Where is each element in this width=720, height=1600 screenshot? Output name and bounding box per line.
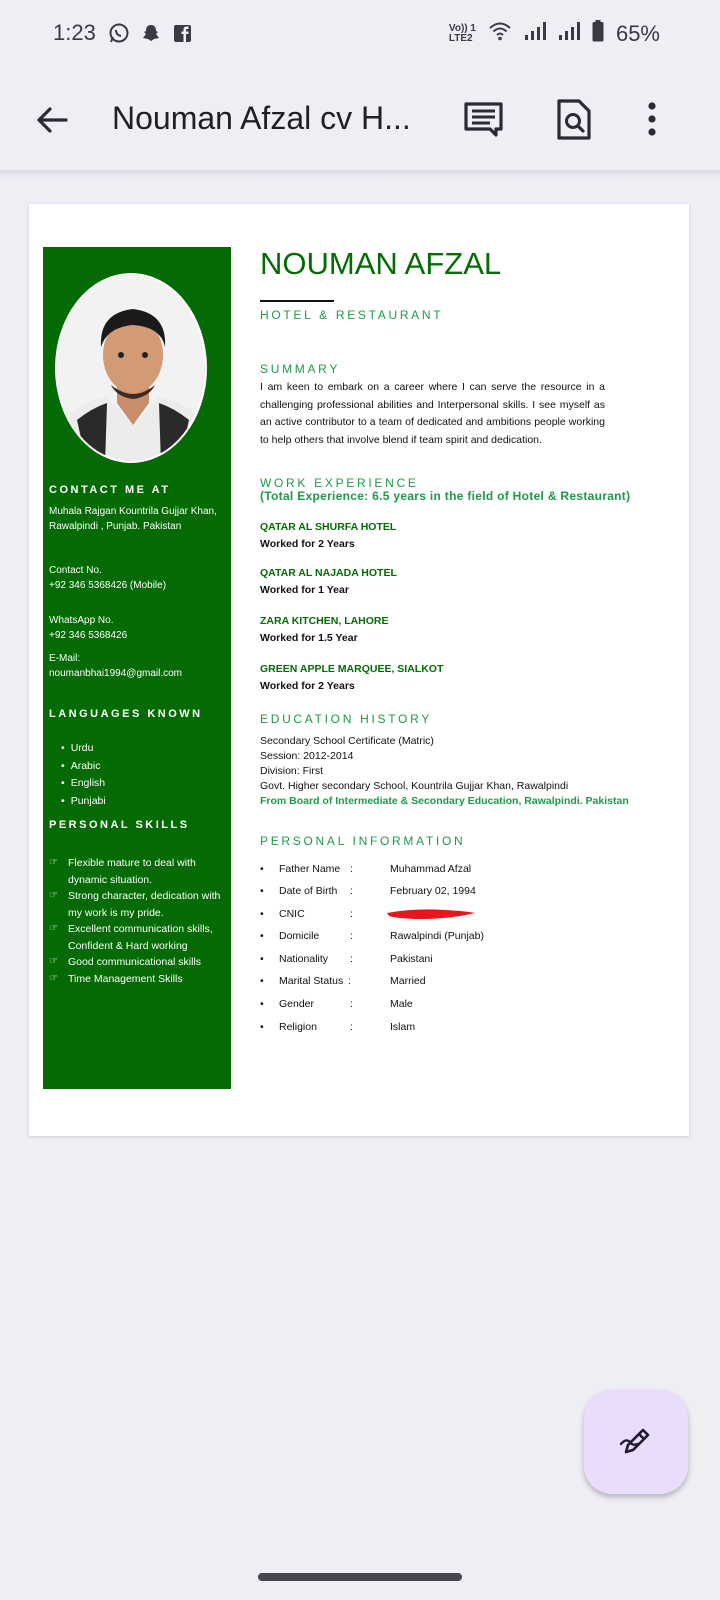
job-duration: Worked for 1 Year bbox=[260, 584, 349, 596]
email-label: E-Mail: bbox=[49, 653, 81, 664]
pointing-hand-icon: ☞ bbox=[49, 890, 58, 901]
back-arrow-icon[interactable] bbox=[30, 98, 74, 142]
list-item: • Punjabi bbox=[61, 793, 106, 811]
contact-heading: CONTACT ME AT bbox=[49, 484, 171, 496]
app-bar bbox=[0, 70, 720, 170]
job-name: GREEN APPLE MARQUEE, SIALKOT bbox=[260, 663, 444, 675]
job-name: ZARA KITCHEN, LAHORE bbox=[260, 615, 389, 627]
profile-photo bbox=[55, 273, 207, 463]
job-name: QATAR AL NAJADA HOTEL bbox=[260, 567, 397, 579]
summary-text: I am keen to embark on a career where I can serve the resource in a challenging professional abilities and Interpersonal skills. I see myself as an active contributor to a team of dedicated and ambitions people working to help others that involve blend if team spirit and dedication. bbox=[260, 381, 605, 446]
more-vert-icon[interactable] bbox=[640, 96, 664, 144]
list-item: • English bbox=[61, 775, 106, 793]
cv-name: NOUMAN AFZAL bbox=[260, 246, 502, 281]
job-duration: Worked for 1.5 Year bbox=[260, 632, 358, 644]
find-in-document-icon[interactable] bbox=[550, 96, 598, 144]
info-row: • Marital Status : Married bbox=[260, 975, 426, 987]
cv-sidebar bbox=[43, 247, 231, 1089]
work-total: (Total Experience: 6.5 years in the field of Hotel & Restaurant) bbox=[260, 489, 631, 503]
edit-fab-button[interactable] bbox=[584, 1390, 688, 1494]
info-row: • Father Name : Muhammad Afzal bbox=[260, 863, 472, 875]
address-text: Muhala Rajgan Kountrila Gujjar Khan, Rawalpindi , Punjab. Pakistan bbox=[49, 506, 217, 532]
list-item: • Urdu bbox=[61, 740, 106, 758]
wifi-icon bbox=[488, 21, 512, 46]
pointing-hand-icon: ☞ bbox=[49, 857, 58, 868]
info-row: • CNIC : bbox=[260, 908, 660, 924]
languages-heading: LANGUAGES KNOWN bbox=[49, 708, 203, 720]
pointing-hand-icon: ☞ bbox=[49, 956, 58, 967]
pointing-hand-icon: ☞ bbox=[49, 923, 58, 934]
info-row: • Religion : Islam bbox=[260, 1021, 416, 1033]
info-row: • Date of Birth : February 02, 1994 bbox=[260, 885, 476, 897]
network-type-label: Vo)) 1 LTE2 bbox=[448, 22, 476, 44]
skills-list bbox=[49, 855, 229, 987]
email-value: noumanbhai1994@gmail.com bbox=[49, 668, 183, 679]
whatsapp-label: WhatsApp No. bbox=[49, 615, 114, 626]
work-heading: WORK EXPERIENCE bbox=[260, 476, 419, 490]
battery-icon bbox=[592, 20, 604, 47]
snapchat-icon bbox=[140, 22, 162, 44]
cv-subtitle: HOTEL & RESTAURANT bbox=[260, 308, 444, 322]
home-indicator[interactable] bbox=[258, 1573, 462, 1581]
document-title: Nouman Afzal cv H... bbox=[112, 100, 411, 136]
summary-heading: SUMMARY bbox=[260, 362, 341, 376]
personal-heading: PERSONAL INFORMATION bbox=[260, 834, 466, 848]
whatsapp-icon bbox=[108, 22, 130, 44]
divider bbox=[260, 300, 334, 302]
skills-heading: PERSONAL SKILLS bbox=[49, 819, 190, 831]
job-duration: Worked for 2 Years bbox=[260, 680, 355, 692]
list-item: ☞ Time Management Skills bbox=[49, 971, 229, 988]
document-page[interactable] bbox=[29, 204, 689, 1136]
list-item: • Arabic bbox=[61, 758, 106, 776]
signal-icon bbox=[524, 21, 546, 46]
job-name: QATAR AL SHURFA HOTEL bbox=[260, 521, 397, 533]
list-item: ☞ Flexible mature to deal with dynamic situation. bbox=[49, 855, 229, 888]
contact-label: Contact No. bbox=[49, 565, 102, 576]
education-details: Secondary School Certificate (Matric) Session: 2012-2014 Division: First Govt. Higher secondary School, Kountrila Gujjar Khan, Rawalpindi From Board of Intermediate & Secondary Education, Rawalpindi. Pakistan bbox=[260, 735, 629, 807]
job-duration: Worked for 2 Years bbox=[260, 538, 355, 550]
pointing-hand-icon: ☞ bbox=[49, 972, 58, 984]
contact-value: +92 346 5368426 (Mobile) bbox=[49, 580, 167, 591]
whatsapp-value: +92 346 5368426 bbox=[49, 630, 128, 641]
list-item: ☞ Strong character, dedication with my work is my pride. bbox=[49, 888, 229, 921]
edit-pen-icon bbox=[618, 1424, 654, 1460]
redaction-mark bbox=[385, 907, 477, 921]
info-row: • Nationality : Pakistani bbox=[260, 953, 433, 965]
info-row: • Domicile : Rawalpindi (Punjab) bbox=[260, 930, 484, 942]
status-time: 1:23 bbox=[53, 20, 96, 45]
comment-icon[interactable] bbox=[460, 96, 508, 144]
list-item: ☞ Excellent communication skills, Confident & Hard working bbox=[49, 921, 229, 954]
status-bar bbox=[0, 0, 720, 70]
education-heading: EDUCATION HISTORY bbox=[260, 712, 432, 726]
list-item: ☞ Good communicational skills bbox=[49, 954, 229, 971]
languages-list bbox=[61, 740, 106, 810]
battery-percentage: 65% bbox=[615, 20, 660, 46]
info-row: • Gender : Male bbox=[260, 998, 413, 1010]
signal-icon-2 bbox=[558, 21, 580, 46]
facebook-icon bbox=[172, 22, 194, 44]
